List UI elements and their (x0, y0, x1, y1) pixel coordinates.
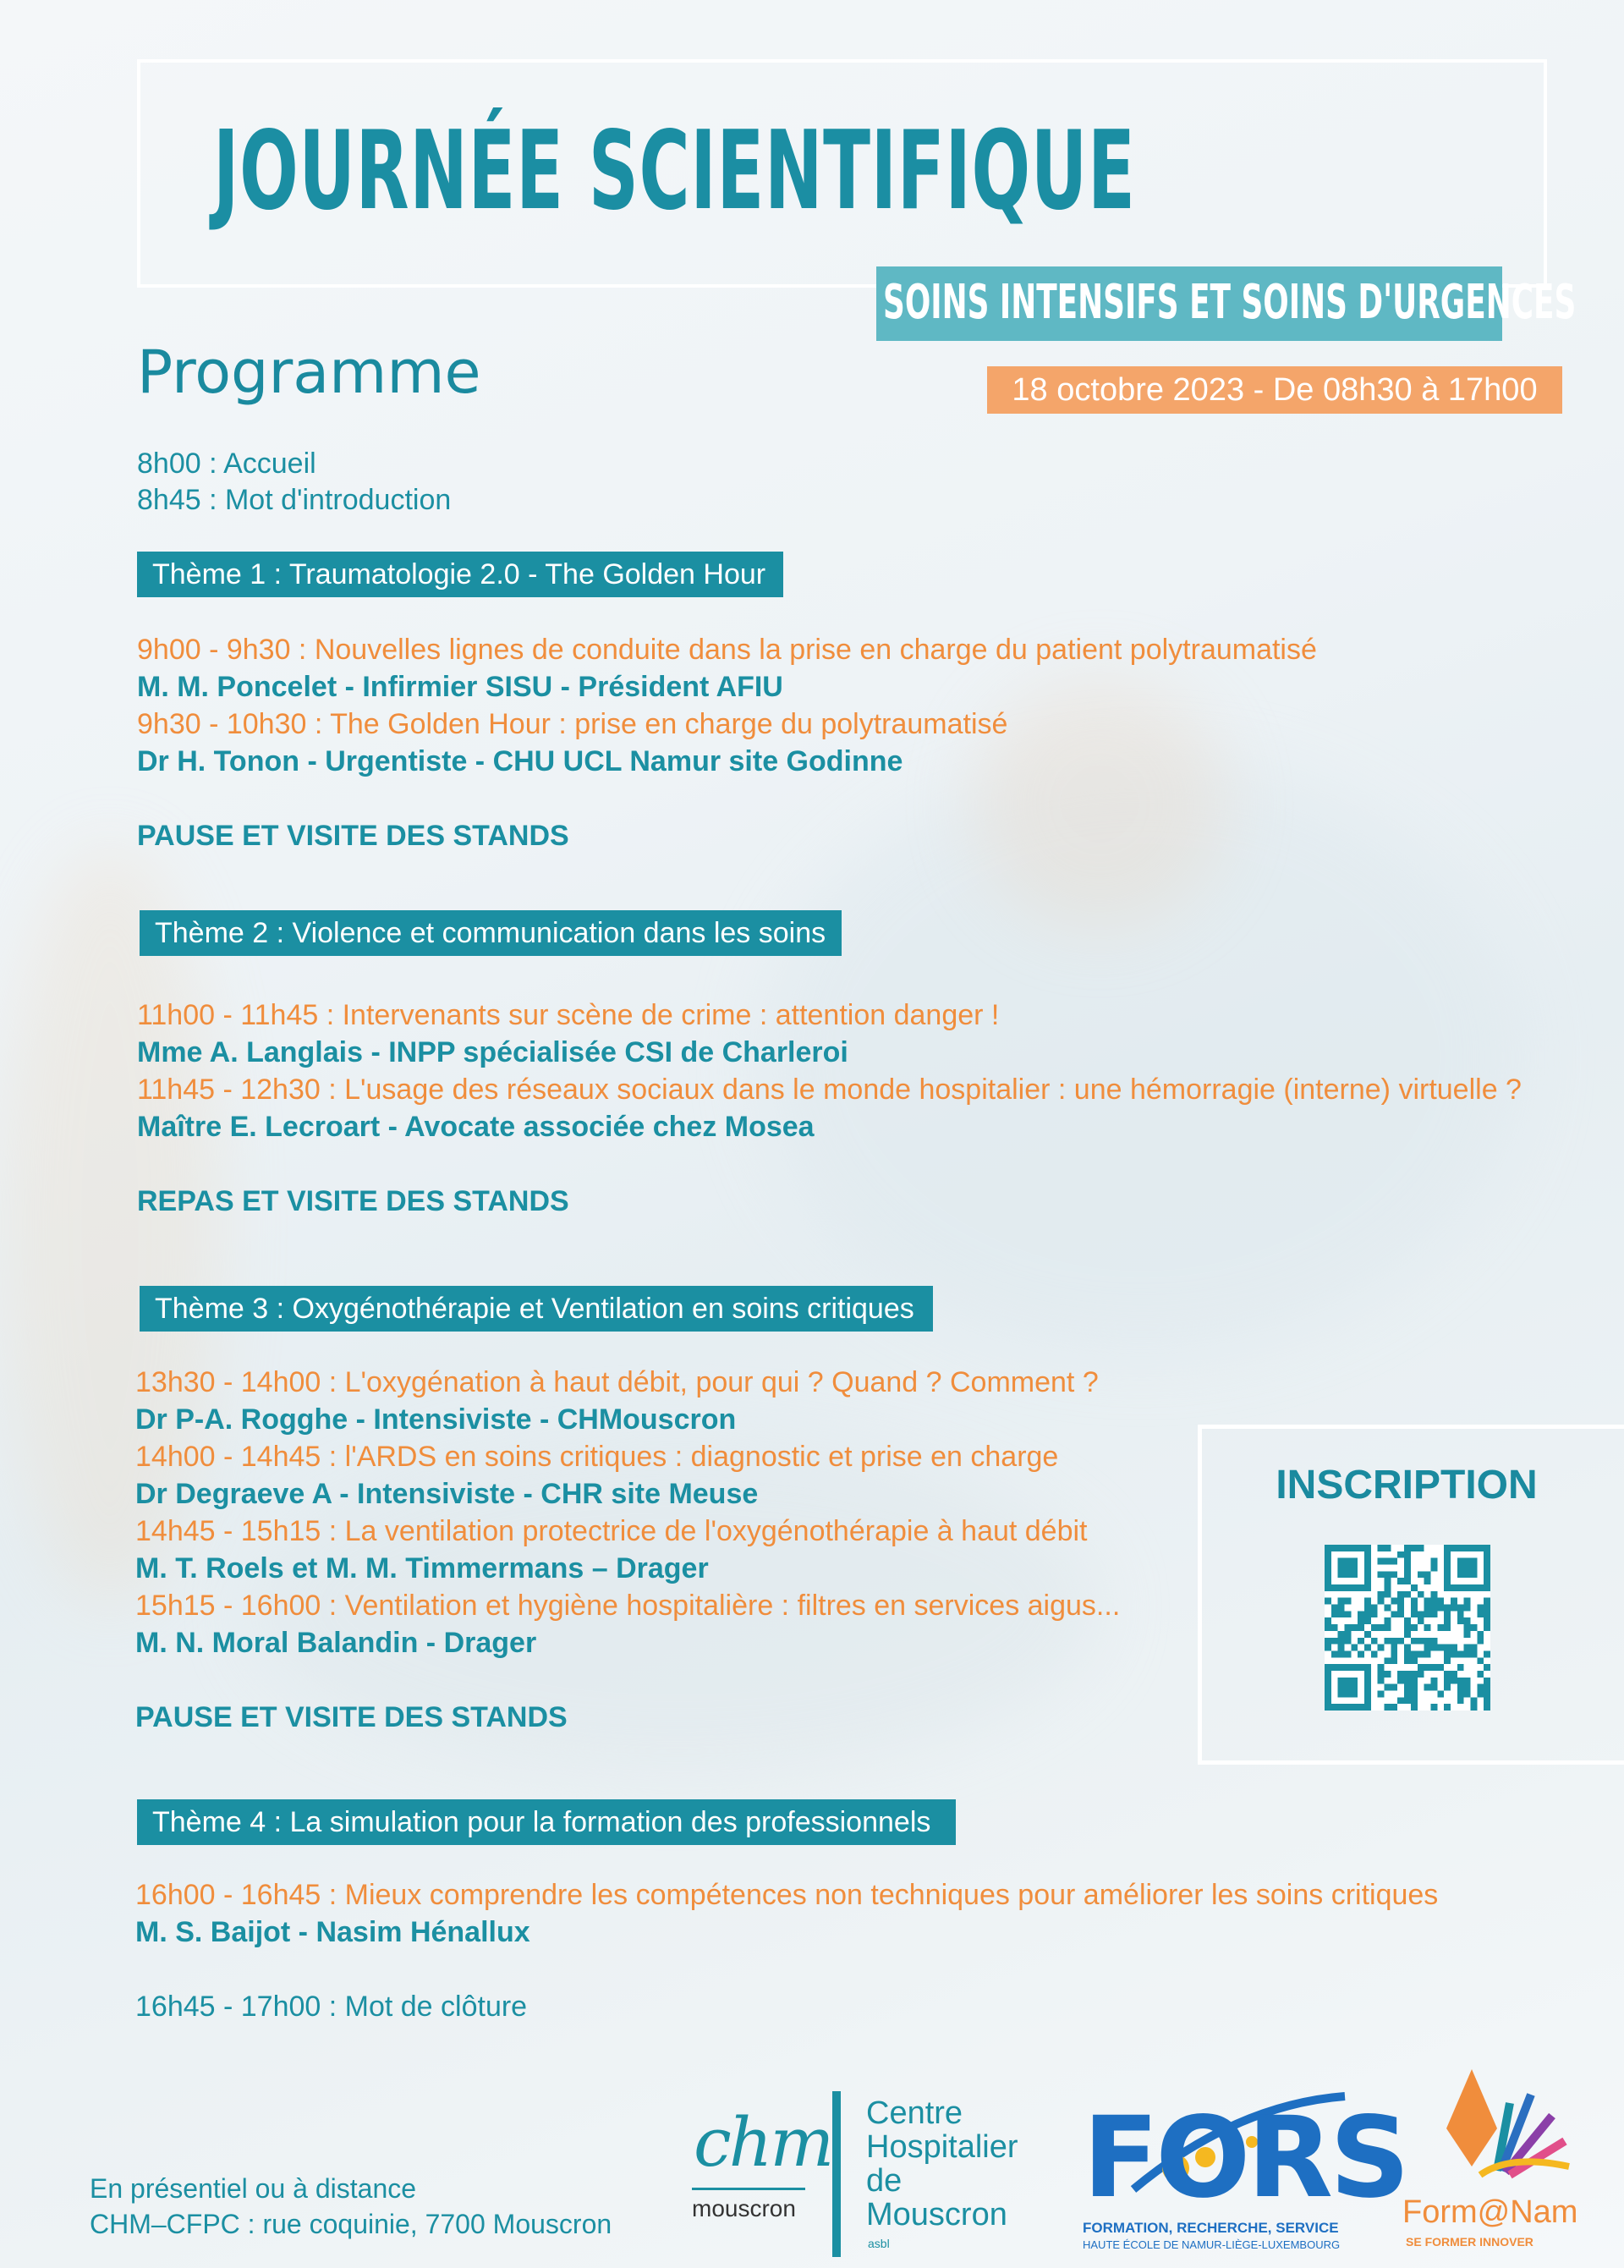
footer-line: En présentiel ou à distance (90, 2173, 417, 2204)
talk-time: 15h15 - 16h00 : Ventilation et hygiène hospitalière : filtres en services aigus... (135, 1590, 1121, 1622)
subtitle: SOINS INTENSIFS ET SOINS D'URGENCES (883, 275, 1577, 330)
talk-speaker: M. S. Baijot - Nasim Hénallux (135, 1916, 530, 1948)
talk-speaker: Mme A. Langlais - INPP spécialisée CSI de Charleroi (137, 1036, 848, 1068)
centre-line: Centre (866, 2095, 963, 2131)
talk-time: 16h00 - 16h45 : Mieux comprendre les compétences non techniques pour améliorer les soins critiques (135, 1879, 1439, 1911)
theme-1-banner: Thème 1 : Traumatologie 2.0 - The Golden Hour (137, 552, 783, 597)
inscription-title: INSCRIPTION (1276, 1463, 1538, 1507)
fors-logo-sub: HAUTE ÉCOLE DE NAMUR-LIÈGE-LUXEMBOURG (1083, 2238, 1341, 2251)
footer-address: CHM–CFPC : rue coquinie, 7700 Mouscron (90, 2209, 612, 2239)
intro-item: 8h00 : Accueil (137, 448, 316, 480)
talk-speaker: M. T. Roels et M. M. Timmermans – Drager (135, 1552, 709, 1584)
chm-logo-sub: mouscron (692, 2195, 796, 2221)
fors-logo-word: FORS (1083, 2093, 1407, 2223)
talk-speaker: Dr Degraeve A - Intensiviste - CHR site Meuse (135, 1478, 759, 1510)
chm-logo-word: chm (694, 2103, 832, 2182)
talk-speaker: Dr P-A. Rogghe - Intensiviste - CHMouscron (135, 1403, 737, 1436)
talk-time: 13h30 - 14h00 : L'oxygénation à haut débit, pour qui ? Quand ? Comment ? (135, 1366, 1099, 1398)
programme-heading: Programme (137, 338, 481, 407)
background-blur (973, 677, 1226, 931)
theme-4-banner: Thème 4 : La simulation pour la formation des professionnels (137, 1799, 956, 1845)
fors-logo (1083, 2088, 1407, 2257)
talk-speaker: Dr H. Tonon - Urgentiste - CHU UCL Namur site Godinne (137, 745, 903, 777)
break-label: REPAS ET VISITE DES STANDS (137, 1185, 569, 1217)
formanam-logo-word: Form@Nam (1402, 2194, 1578, 2230)
centre-line: de (866, 2163, 903, 2199)
centre-line: Mouscron (866, 2197, 1007, 2232)
talk-time: 11h45 - 12h30 : L'usage des réseaux sociaux dans le monde hospitalier : une hémorragie (interne) virtuelle ? (137, 1074, 1522, 1106)
closing-item: 16h45 - 17h00 : Mot de clôture (135, 1991, 528, 2023)
talk-time: 14h00 - 14h45 : l'ARDS en soins critiques : diagnostic et prise en charge (135, 1441, 1059, 1473)
talk-time: 9h30 - 10h30 : The Golden Hour : prise en charge du polytraumatisé (137, 708, 1008, 740)
qr-code-icon[interactable] (1325, 1545, 1490, 1711)
formanam-book-icon (1429, 2069, 1573, 2196)
page-title: JOURNÉE SCIENTIFIQUE (213, 108, 1136, 234)
intro-item: 8h45 : Mot d'introduction (137, 484, 452, 516)
talk-speaker: Maître E. Lecroart - Avocate associée chez Mosea (137, 1111, 815, 1143)
centre-asbl: asbl (868, 2237, 890, 2250)
talk-time: 9h00 - 9h30 : Nouvelles lignes de conduite dans la prise en charge du patient polytraumatisé (137, 634, 1317, 666)
centre-line: Hospitalier (866, 2129, 1018, 2165)
logo-divider (832, 2091, 841, 2257)
break-label: PAUSE ET VISITE DES STANDS (135, 1701, 568, 1733)
chm-logo-rule (692, 2188, 805, 2190)
break-label: PAUSE ET VISITE DES STANDS (137, 820, 569, 852)
talk-speaker: M. N. Moral Balandin - Drager (135, 1627, 537, 1659)
talk-time: 14h45 - 15h15 : La ventilation protectrice de l'oxygénothérapie à haut débit (135, 1515, 1088, 1547)
fors-logo-sub: FORMATION, RECHERCHE, SERVICE (1083, 2220, 1339, 2236)
theme-2-banner: Thème 2 : Violence et communication dans les soins (140, 910, 842, 956)
theme-3-banner: Thème 3 : Oxygénothérapie et Ventilation en soins critiques (140, 1286, 933, 1332)
talk-time: 11h00 - 11h45 : Intervenants sur scène de crime : attention danger ! (137, 999, 1000, 1031)
event-date: 18 octobre 2023 - De 08h30 à 17h00 (987, 366, 1562, 414)
centre-hospitalier-logo (866, 2096, 1018, 2232)
talk-speaker: M. M. Poncelet - Infirmier SISU - Président AFIU (137, 671, 783, 703)
formanam-logo-sub: SE FORMER INNOVER (1406, 2235, 1533, 2249)
